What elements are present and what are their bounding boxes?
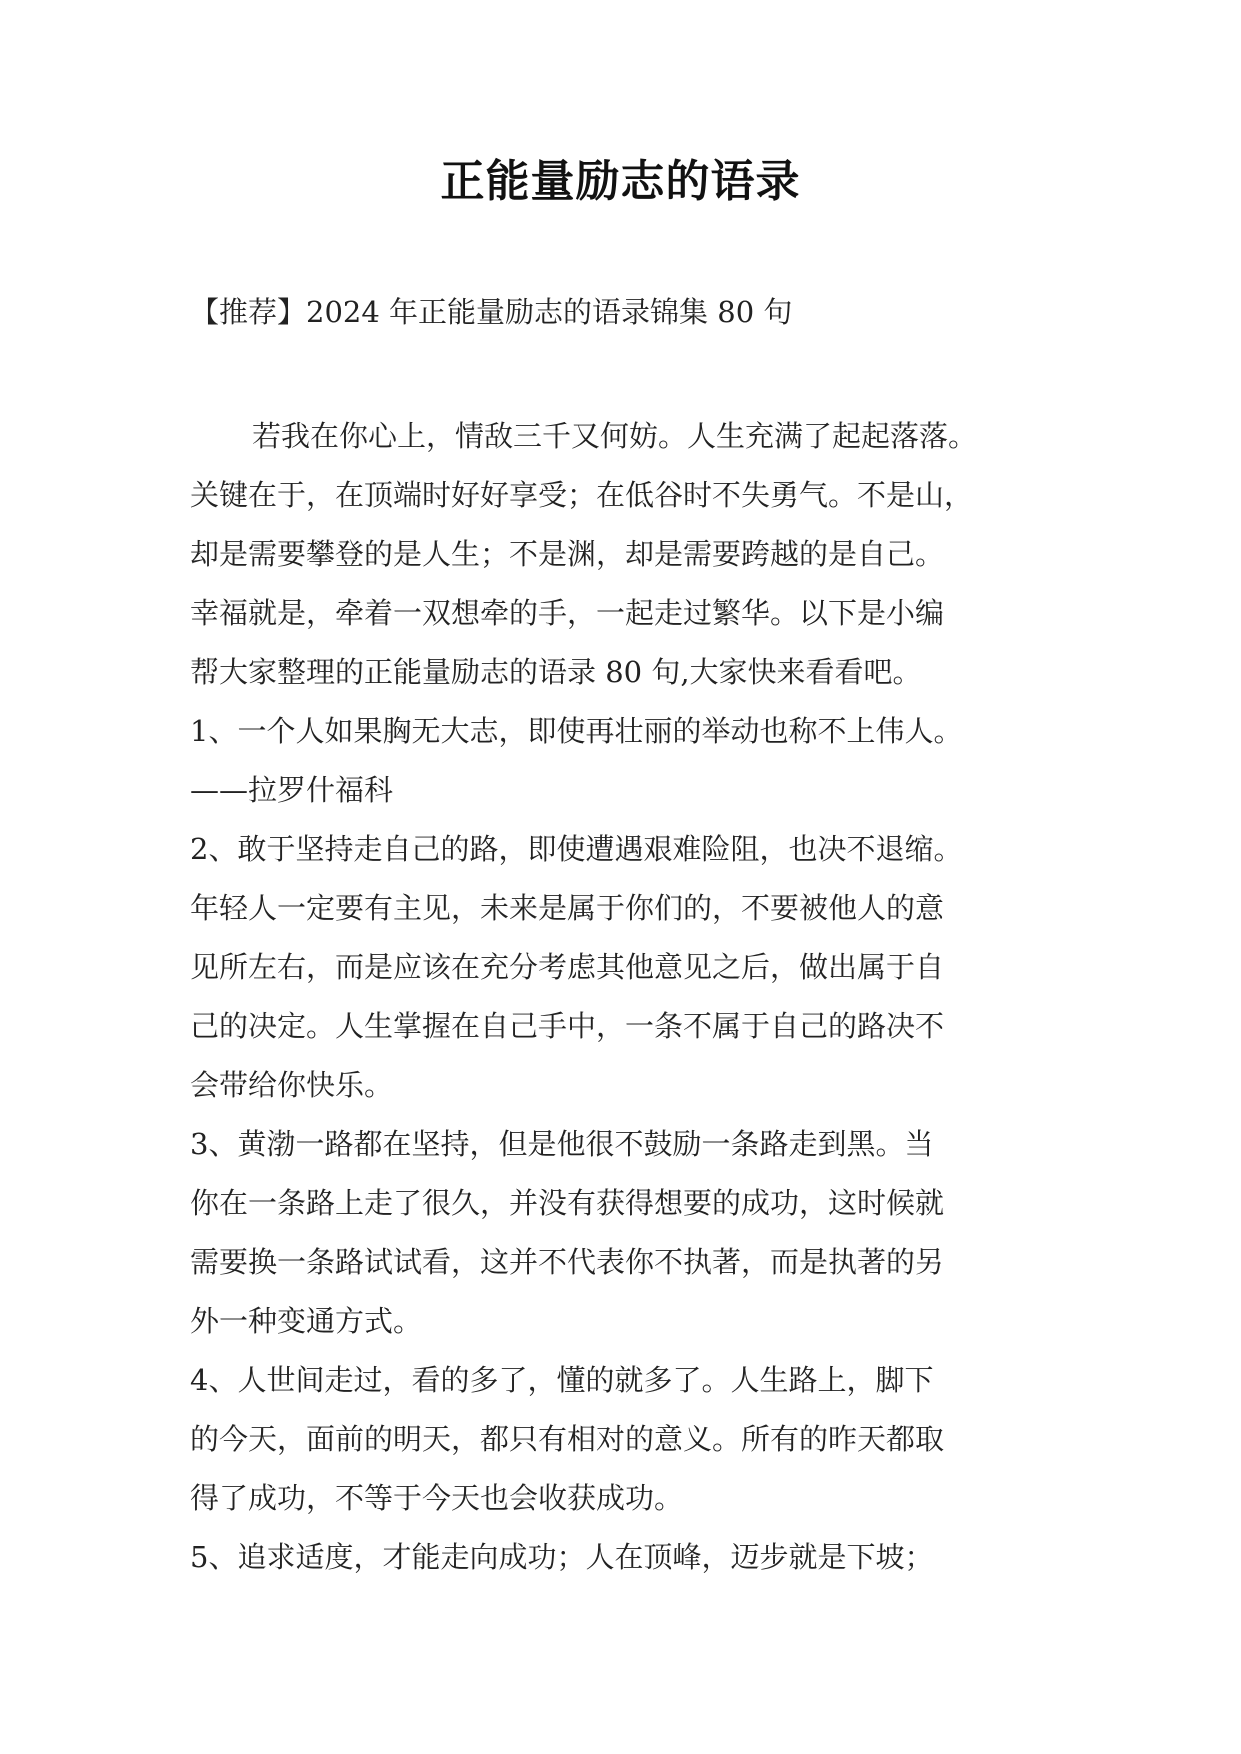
quote-line: 得了成功，不等于今天也会收获成功。 bbox=[190, 1481, 684, 1515]
quote-line: 见所左右，而是应该在充分考虑其他意见之后，做出属于自 bbox=[190, 950, 945, 984]
quote-line: 会带给你快乐。 bbox=[190, 1068, 394, 1102]
paragraph-line: 若我在你心上，情敌三千又何妨。人生充满了起起落落。 bbox=[252, 419, 978, 453]
paragraph-line: 关键在于，在顶端时好好享受；在低谷时不失勇气。不是山， bbox=[190, 478, 974, 512]
quote-line: ——拉罗什福科 bbox=[190, 773, 394, 807]
paragraph-line: 帮大家整理的正能量励志的语录 80 句,大家快来看看吧。 bbox=[190, 655, 922, 689]
quote-line: 年轻人一定要有主见，未来是属于你们的，不要被他人的意 bbox=[190, 891, 945, 925]
quote-line: 4、人世间走过，看的多了，懂的就多了。人生路上，脚下 bbox=[190, 1363, 934, 1397]
document-body bbox=[190, 407, 1060, 1587]
quote-line: 的今天，面前的明天，都只有相对的意义。所有的昨天都取 bbox=[190, 1422, 945, 1456]
quote-line: 3、黄渤一路都在坚持，但是他很不鼓励一条路走到黑。当 bbox=[190, 1127, 934, 1161]
document-title: 正能量励志的语录 bbox=[440, 156, 801, 207]
quote-line: 己的决定。人生掌握在自己手中，一条不属于自己的路决不 bbox=[190, 1009, 945, 1043]
paragraph-line: 幸福就是，牵着一双想牵的手，一起走过繁华。以下是小编 bbox=[190, 596, 945, 630]
quote-line: 2、敢于坚持走自己的路，即使遭遇艰难险阻，也决不退缩。 bbox=[190, 832, 963, 866]
quote-line: 外一种变通方式。 bbox=[190, 1304, 423, 1338]
quote-line: 5、追求适度，才能走向成功；人在顶峰，迈步就是下坡； bbox=[190, 1540, 934, 1574]
paragraph-line: 却是需要攀登的是人生；不是渊，却是需要跨越的是自己。 bbox=[190, 537, 945, 571]
quote-line: 需要换一条路试试看，这并不代表你不执著，而是执著的另 bbox=[190, 1245, 945, 1279]
quote-line: 你在一条路上走了很久，并没有获得想要的成功，这时候就 bbox=[190, 1186, 945, 1220]
quote-line: 1、一个人如果胸无大志，即使再壮丽的举动也称不上伟人。 bbox=[190, 714, 963, 748]
document-subtitle: 【推荐】2024 年正能量励志的语录锦集 80 句 bbox=[190, 295, 793, 329]
